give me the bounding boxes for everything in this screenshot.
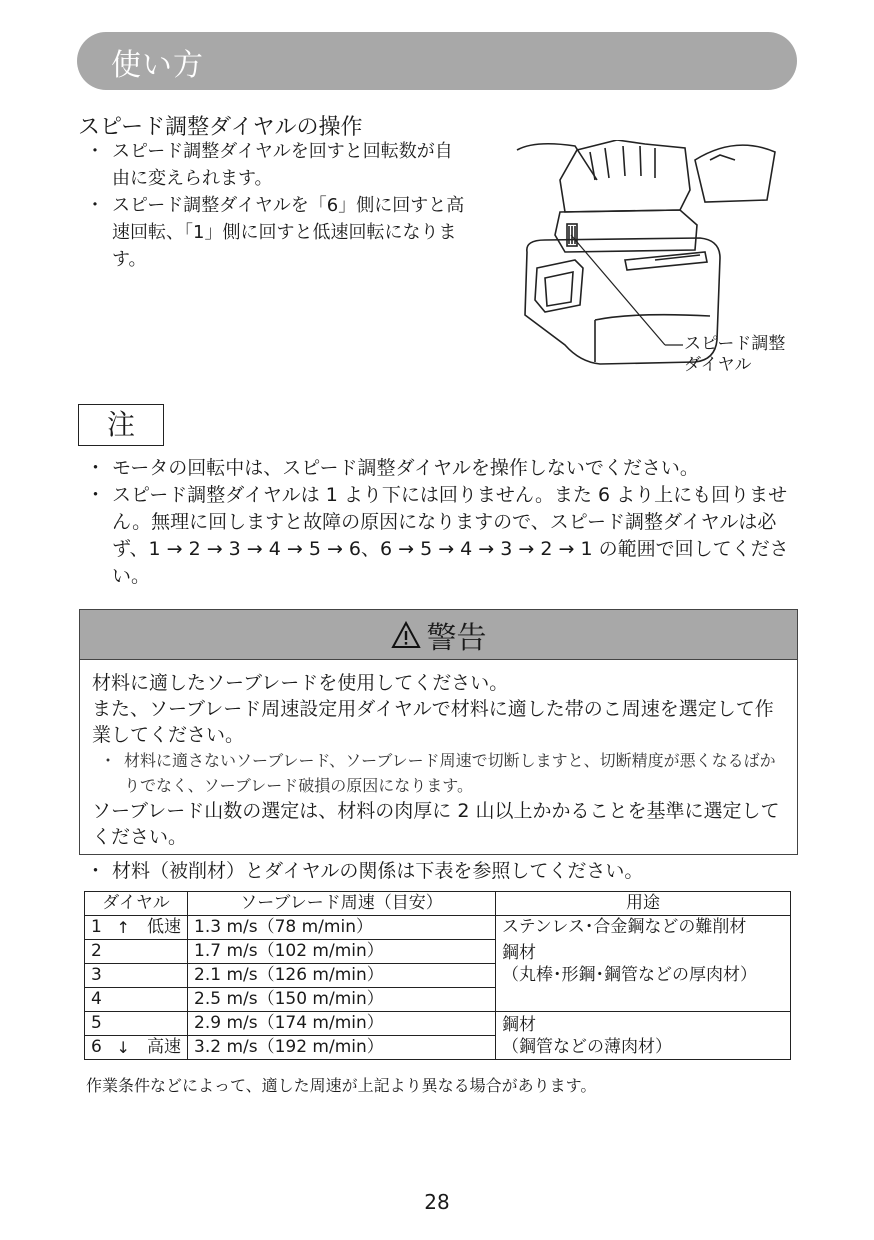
arrow-down-icon: ↓ [116, 1038, 130, 1057]
note-heading: 注 [78, 404, 164, 446]
page-number: 28 [424, 1190, 450, 1214]
table-row: 1 ↑ 低速 1.3 m/s（78 m/min） ステンレス･合金鋼などの難削材 [85, 916, 791, 940]
table-row: 4 2.5 m/s（150 m/min） [85, 988, 791, 1012]
header-dial: ダイヤル [85, 892, 188, 916]
warning-header [80, 610, 797, 660]
table-header-row [85, 892, 791, 916]
section-title: スピード調整ダイヤルの操作 [78, 115, 363, 140]
table-intro: ・ 材料（被削材）とダイヤルの関係は下表を参照してください。 [86, 860, 644, 882]
table-row: 3 2.1 m/s（126 m/min） [85, 964, 791, 988]
list-item: ・ スピード調整ダイヤルは 1 より下には回りません。また 6 より上にも回りません。無理に回しますと故障の原因になりますので、スピード調整ダイヤルは必ず、1 → 2 → 3 → 4 → 5 → 6、6 → 5 → 4 → 3 → 2 → 1 の範囲で回してください。 [86, 484, 789, 587]
warning-title: 警告 [426, 620, 487, 656]
arrow-up-icon: ↑ [116, 918, 130, 937]
list-item: ・ スピード調整ダイヤルを「6」側に回すと高速回転、「1」側に回すと低速回転になります。 [86, 195, 465, 270]
table-row: 6 ↓ 高速 3.2 m/s（192 m/min） [85, 1036, 791, 1060]
speed-dial-bullets [86, 138, 466, 273]
warning-box [79, 609, 798, 855]
speed-table [84, 891, 791, 1060]
warning-triangle-icon [391, 621, 421, 649]
header-bar [77, 32, 797, 90]
footnote: 作業条件などによって、適した周速が上記より異なる場合があります。 [86, 1076, 597, 1095]
header-use: 用途 [496, 892, 791, 916]
figure-label: スピード調整 ダイヤル [684, 334, 786, 375]
page-title: 使い方 [111, 48, 204, 83]
list-item: ・ スピード調整ダイヤルを回すと回転数が自由に変えられます。 [86, 141, 453, 189]
table-row: 2 1.7 m/s（102 m/min） 鋼材 （丸棒･形鋼･鋼管などの厚肉材） [85, 940, 791, 964]
warning-body: 材料に適したソーブレードを使用してください。 また、ソーブレード周速設定用ダイヤルで材料に適した帯のこ周速を選定して作業してください。 ・ 材料に適さないソーブレード、ソーブレード周速で切断しますと、切断精度が悪くなるばかりでなく、ソーブレード破損の原因になります。 ソーブレード山数の選定は、材料の肉厚に 2 山以上かかることを基準に選定してください。 [80, 660, 797, 860]
list-item: ・ モータの回転中は、スピード調整ダイヤルを操作しないでください。 [86, 457, 699, 479]
table-row: 5 2.9 m/s（174 m/min） 鋼材 （鋼管などの薄肉材） [85, 1012, 791, 1036]
header-speed: ソーブレード周速（目安） [188, 892, 496, 916]
list-item: ・ 材料に適さないソーブレード、ソーブレード周速で切断しますと、切断精度が悪くなるばかりでなく、ソーブレード破損の原因になります。 [100, 751, 776, 795]
note-list [86, 455, 806, 590]
